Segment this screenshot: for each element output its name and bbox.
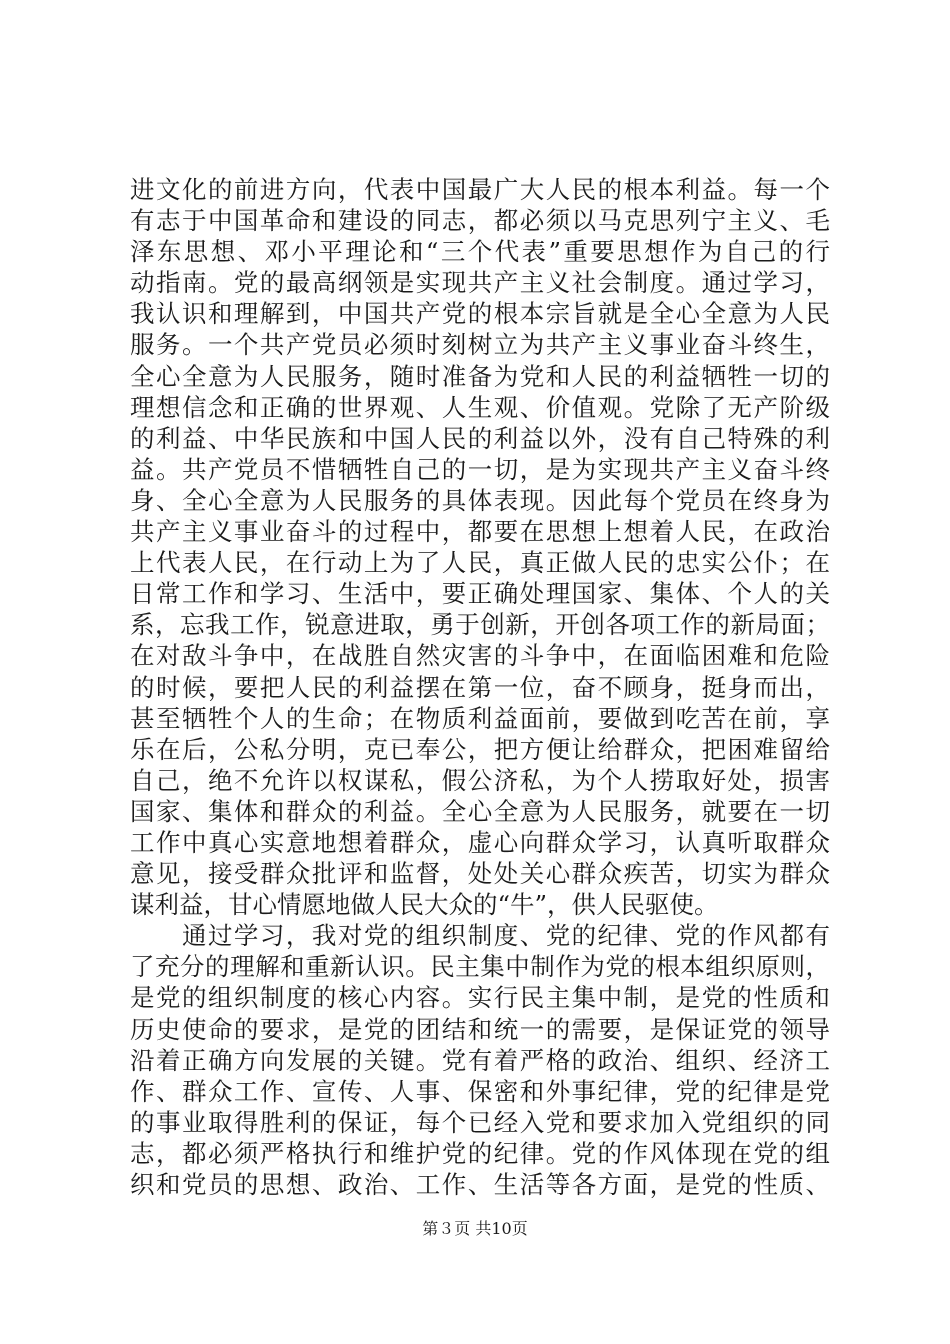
text-line: 有志于中国革命和建设的同志，都必须以马克思列宁主义、毛: [130, 206, 830, 236]
text-line: 织和党员的思想、政治、工作、生活等各方面，是党的性质、: [130, 1170, 830, 1199]
text-line: 动指南。党的最高纲领是实现共产主义社会制度。通过学习，: [130, 268, 830, 298]
text-line: 全心全意为人民服务，随时准备为党和人民的利益牺牲一切的: [130, 361, 830, 391]
text-line: 进文化的前进方向，代表中国最广大人民的根本利益。每一个: [130, 175, 830, 204]
text-line: 理想信念和正确的世界观、人生观、价值观。党除了无产阶级: [130, 392, 830, 422]
text-line: 沿着正确方向发展的关键。党有着严格的政治、组织、经济工: [130, 1045, 830, 1075]
text-line: 服务。一个共产党员必须时刻树立为共产主义事业奋斗终生，: [130, 330, 830, 360]
text-line: 共产主义事业奋斗的过程中，都要在思想上想着人民，在政治: [130, 517, 830, 547]
text-line: 的利益、中华民族和中国人民的利益以外，没有自己特殊的利: [130, 423, 830, 453]
text-line: 自己，绝不允许以权谋私，假公济私，为个人捞取好处，损害: [130, 765, 830, 795]
text-line: 了充分的理解和重新认识。民主集中制作为党的根本组织原则，: [130, 952, 830, 982]
text-line: 乐在后，公私分明，克已奉公，把方便让给群众，把困难留给: [130, 734, 830, 764]
text-line: 意见，接受群众批评和监督，处处关心群众疾苦，切实为群众: [130, 859, 830, 889]
text-line: 我认识和理解到，中国共产党的根本宗旨就是全心全意为人民: [130, 299, 830, 329]
text-line: 是党的组织制度的核心内容。实行民主集中制，是党的性质和: [130, 983, 830, 1013]
text-line: 身、全心全意为人民服务的具体表现。因此每个党员在终身为: [130, 485, 830, 515]
text-line: 上代表人民，在行动上为了人民，真正做人民的忠实公仆；在: [130, 548, 830, 578]
text-line: 泽东思想、邓小平理论和“三个代表”重要思想作为自己的行: [130, 237, 830, 267]
body-text: [130, 174, 830, 1200]
text-line: 在对敌斗争中，在战胜自然灾害的斗争中，在面临困难和危险: [130, 641, 830, 671]
text-line: 作、群众工作、宣传、人事、保密和外事纪律，党的纪律是党: [130, 1076, 830, 1106]
text-line: 益。共产党员不惜牺牲自己的一切，是为实现共产主义奋斗终: [130, 454, 830, 484]
text-line: 日常工作和学习、生活中，要正确处理国家、集体、个人的关: [130, 579, 830, 609]
text-line: 通过学习，我对党的组织制度、党的纪律、党的作风都有: [130, 921, 830, 951]
text-line: 志，都必须严格执行和维护党的纪律。党的作风体现在党的组: [130, 1138, 830, 1168]
text-line: 国家、集体和群众的利益。全心全意为人民服务，就要在一切: [130, 796, 830, 826]
text-line: 甚至牺牲个人的生命；在物质利益面前，要做到吃苦在前，享: [130, 703, 830, 733]
text-line: 的时候，要把人民的利益摆在第一位，奋不顾身，挺身而出，: [130, 672, 830, 702]
text-line: 系，忘我工作，锐意进取，勇于创新，开创各项工作的新局面；: [130, 610, 830, 640]
page-number-footer: 第３页 共10页: [422, 1219, 528, 1238]
text-line: 工作中真心实意地想着群众，虚心向群众学习，认真听取群众: [130, 827, 830, 857]
text-line: 的事业取得胜利的保证，每个已经入党和要求加入党组织的同: [130, 1107, 830, 1137]
text-line: 谋利益，甘心情愿地做人民大众的“牛”，供人民驱使。: [130, 890, 719, 920]
text-line: 历史使命的要求，是党的团结和统一的需要，是保证党的领导: [130, 1014, 830, 1044]
